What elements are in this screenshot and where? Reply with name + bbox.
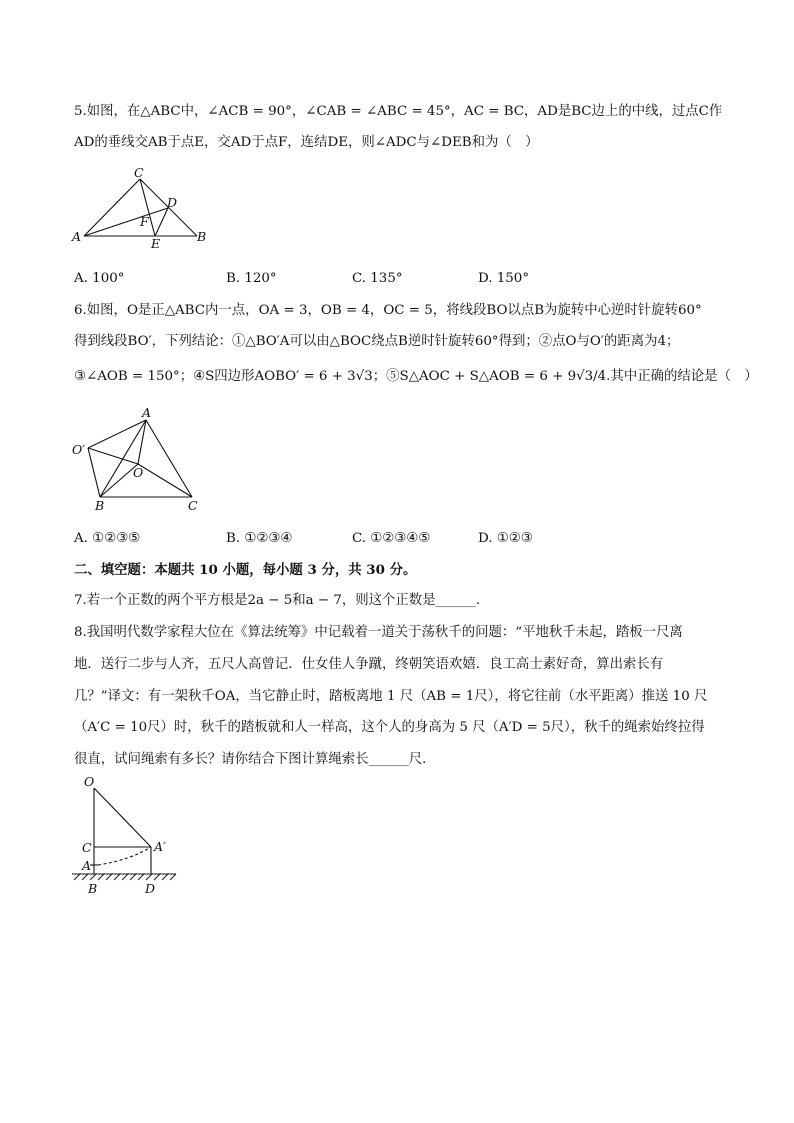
q8-swing-figure bbox=[70, 772, 190, 900]
q5-line-2: AD的垂线交AB于点E，交AD于点F，连结DE，则∠ADC与∠DEB和为（ ） bbox=[74, 135, 539, 150]
q8-label-C: C bbox=[82, 840, 92, 855]
q5-label-C: C bbox=[134, 165, 144, 180]
q6-option-c[interactable]: C. ①②③④⑤ bbox=[352, 531, 431, 546]
q6-label-A: A bbox=[142, 405, 152, 420]
q8-line-2: 地．送行二步与人齐，五尺人高曾记．仕女佳人争蹴，终朝笑语欢嬉．良工高士素好奇，算出索长有 bbox=[74, 657, 664, 672]
q5-label-A: A bbox=[72, 229, 82, 244]
q8-label-B: B bbox=[88, 881, 98, 896]
q6-line-1: 6.如图，O是正△ABC内一点，OA = 3，OB = 4，OC = 5，将线段BO以点B为旋转中心逆时针旋转60° bbox=[74, 303, 702, 318]
q8-label-O: O bbox=[84, 774, 95, 789]
q6-label-O: O bbox=[133, 465, 144, 480]
q5-triangle-figure bbox=[70, 164, 210, 252]
q5-option-a[interactable]: A. 100° bbox=[74, 271, 125, 286]
q6-label-O-prime: O′ bbox=[72, 442, 86, 457]
q8-label-A: A bbox=[82, 858, 92, 873]
q5-line-1: 5.如图，在△ABC中，∠ACB = 90°，∠CAB = ∠ABC = 45°，AC = BC，AD是BC边上的中线，过点C作 bbox=[74, 104, 723, 119]
q6-line-2: 得到线段BO′，下列结论：①△BO′A可以由△BOC绕点B逆时针旋转60°得到；②点O与O′的距离为4； bbox=[74, 334, 680, 349]
q6-option-d[interactable]: D. ①②③ bbox=[478, 531, 533, 546]
q7-line-1[interactable]: 7.若一个正数的两个平方根是2a − 5和a − 7，则这个正数是______. bbox=[74, 593, 481, 608]
q6-line-3: ③∠AOB = 150°；④S四边形AOBO′ = 6 + 3√3；⑤S△AOC + S△AOB = 6 + 9√3/4.其中正确的结论是（ ） bbox=[74, 369, 758, 384]
q6-option-b[interactable]: B. ①②③④ bbox=[226, 531, 293, 546]
q5-label-F: F bbox=[140, 214, 149, 229]
q8-label-D: D bbox=[145, 881, 156, 896]
q8-label-A-prime: A′ bbox=[154, 839, 166, 854]
q5-label-E: E bbox=[151, 236, 161, 251]
q8-line-5[interactable]: 很直，试问绳索有多长？请你结合下图计算绳索长______尺. bbox=[74, 752, 427, 767]
q5-label-D: D bbox=[167, 195, 178, 210]
q6-option-a[interactable]: A. ①②③⑤ bbox=[74, 531, 141, 546]
q8-line-4: （A′C = 10尺）时，秋千的踏板就和人一样高，这个人的身高为 5 尺（A′D = 5尺），秋千的绳索始终拉得 bbox=[74, 720, 705, 735]
q6-triangle-figure bbox=[70, 404, 210, 514]
q8-line-1: 8.我国明代数学家程大位在《算法统筹》中记载着一道关于荡秋千的问题：“平地秋千未起，踏板一尺离 bbox=[74, 625, 683, 640]
q5-option-d[interactable]: D. 150° bbox=[478, 271, 530, 286]
q8-line-3: 几？”译文：有一架秋千OA，当它静止时，踏板离地 1 尺（AB = 1尺），将它往前（水平距离）推送 10 尺 bbox=[74, 689, 708, 704]
q5-option-b[interactable]: B. 120° bbox=[226, 271, 277, 286]
q5-option-c[interactable]: C. 135° bbox=[352, 271, 403, 286]
q6-label-B: B bbox=[95, 498, 105, 513]
q5-label-B: B bbox=[197, 229, 207, 244]
section-2-heading: 二、填空题：本题共 10 小题，每小题 3 分，共 30 分。 bbox=[74, 562, 417, 578]
q6-label-C: C bbox=[188, 498, 198, 513]
